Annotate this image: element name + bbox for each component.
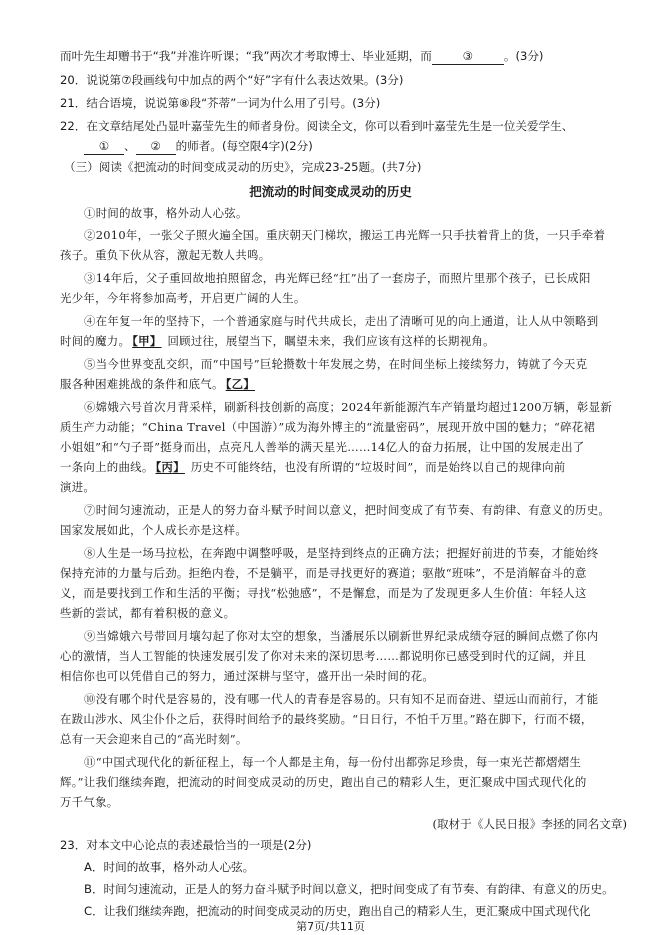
blank-2[interactable]: ② <box>136 138 176 155</box>
paragraph-7-line2: 国家发展如此，个人成长亦是这样。 <box>60 523 248 537</box>
paragraph-10-line3: 总有一天会迎来自己的“高光时刻”。 <box>60 732 248 746</box>
paragraph-8-line3: 义，而是要找到工作和生活的平衡；寻找“松弛感”，不是懈怠，而是为了发现更多人生价值：年轻人这 <box>60 586 587 600</box>
paragraph-3-line1: ③14年后，父子重回故地拍照留念，冉光辉已经“扛”出了一套房子，而照片里那个孩子，已长成阳 <box>84 271 591 285</box>
paragraph-11-line1: ⑪“中国式现代化的新征程上，每一个人都是主角，每一份付出都弥足珍贵，每一束光芒都熠熠生 <box>84 755 582 769</box>
previous-answer-text: 而叶先生却赠书于“我”并准许听课；“我”两次才考取博士、毕业延期，而 <box>60 49 432 63</box>
paragraph-2-line1: ②2010年，一张父子照火遍全国。重庆朝天门梯坎，搬运工冉光辉一只手扶着背上的货，一只手牵着 <box>84 228 606 242</box>
paragraph-8-line1: ⑧人生是一场马拉松，在奔跑中调整呼吸，是坚持到终点的正确方法；把握好前进的节奏，才能始终 <box>84 546 599 560</box>
marker-yi: 【乙】 <box>225 377 256 391</box>
paragraph-9-line2: 心的激情，当人工智能的快速发展引发了你对未来的深切思考……都说明你已感受到时代的辽阔，并且 <box>60 649 587 663</box>
separator: 、 <box>124 139 136 153</box>
p6-text-a: 一条向上的曲线。 <box>60 460 154 474</box>
paragraph-5-line1: ⑤当今世界变乱交织，而“中国号”巨轮攒数十年发展之势，在时间坐标上接续努力，铸就了今天克 <box>84 357 588 371</box>
question-22-end: 的师者。(每空限4字)(2分) <box>175 139 313 153</box>
paragraph-9-line3: 相信你也可以凭借自己的努力，通过深耕与坚守，盛开出一朵时间的花。 <box>60 669 435 683</box>
score-note: 。(3分) <box>503 49 544 63</box>
question-23-option-a[interactable]: A．时间的故事，格外动人心弦。 <box>84 860 255 874</box>
article-source: (取材于《人民日报》李拯的同名文章) <box>432 817 627 831</box>
paragraph-2-line2: 孩子。重负下伙从容，激起无数人共鸣。 <box>60 248 271 262</box>
p4-text-b: 回顾过往，展望当下，瞩望未来，我们应该有这样的长期视角。 <box>167 334 495 348</box>
paragraph-4-line1: ④在年复一年的坚持下，一个普通家庭与时代共成长，走出了清晰可见的向上通道，让人从中领略到 <box>84 314 599 328</box>
p5-text-a: 服各种困难挑战的条件和底气。 <box>60 377 224 391</box>
article-title: 把流动的时间变成灵动的历史 <box>249 184 412 199</box>
question-20: 20．说说第⑦段画线句中加点的两个“好”字有什么表达效果。(3分) <box>60 73 404 87</box>
paragraph-8-line2: 保持充沛的力量与后劲。拒绝内卷，不是躺平，而是寻找更好的赛道；驱散“班味”，不是消解奋斗的意 <box>60 566 587 580</box>
paragraph-7-line1: ⑦时间匀速流动，正是人的努力奋斗赋予时间以意义，把时间变成了有节奏、有韵律、有意义的历史。 <box>84 503 611 517</box>
blank-3[interactable]: ③ <box>432 48 504 65</box>
section-heading: （三）阅读《把流动的时间变成灵动的历史》，完成23-25题。(共7分) <box>64 160 422 174</box>
paragraph-1: ①时间的故事，格外动人心弦。 <box>84 206 248 220</box>
page-number: 第7页/共11页 <box>296 920 365 933</box>
question-23-option-c[interactable]: C．让我们继续奔跑，把流动的时间变成灵动的历史，跑出自己的精彩人生，更汇聚成中国式现代化 <box>84 904 591 918</box>
paragraph-11-line3: 万千气象。 <box>60 795 119 809</box>
question-23-option-b[interactable]: B．时间匀速流动，正是人的努力奋斗赋予时间以意义，把时间变成了有节奏、有韵律、有意义的历史。 <box>84 882 614 896</box>
paragraph-6-line1: ⑥嫦娥六号首次月背采样，刷新科技创新的高度；2024年新能源汽车产销量均超过1200万辆，彰显新 <box>84 400 613 414</box>
marker-jia: 【甲】 <box>132 334 162 348</box>
marker-bing: 【丙】 <box>155 460 185 474</box>
paragraph-3-line2: 光少年，今年将参加高考，开启更广阔的人生。 <box>60 291 306 305</box>
question-21: 21．结合语境，说说第⑧段“芥蒂”一词为什么用了引号。(3分) <box>60 96 381 110</box>
blank-1[interactable]: ① <box>84 138 124 155</box>
paragraph-6-line5: 演进。 <box>60 480 96 494</box>
paragraph-10-line2: 在跋山涉水、风尘仆仆之后，获得时间给予的最终奖励。“日日行，不怕千万里。”路在脚下，行而不辍， <box>60 712 593 726</box>
p4-text-a: 时间的魔力。 <box>60 334 131 348</box>
paragraph-10-line1: ⑩没有哪个时代是容易的，没有哪一代人的青春是容易的。只有知不足而奋进、望远山而前行，才能 <box>84 692 599 706</box>
paragraph-6-line2: 质生产力动能；“China Travel（中国游）”成为海外博主的“流量密码”，展现开放中国的魅力；“碎花裙 <box>60 420 596 434</box>
paragraph-9-line1: ⑨当嫦娥六号带回月壤勾起了你对太空的想象，当潘展乐以刷新世界纪录成绩夺冠的瞬间点燃了你内 <box>84 629 599 643</box>
question-23-stem: 23．对本文中心论点的表述最恰当的一项是(2分) <box>60 838 312 852</box>
paragraph-8-line4: 些新的尝试，都有着积极的意义。 <box>60 606 236 620</box>
question-22-line1: 22．在文章结尾处凸显叶嘉莹先生的师者身份。阅读全文，你可以看到叶嘉莹先生是一位关爱学生、 <box>60 119 574 133</box>
paragraph-11-line2: 辉。”让我们继续奔跑，把流动的时间变成灵动的历史，跑出自己的精彩人生，更汇聚成中国式现代化的 <box>60 775 587 789</box>
paragraph-6-line3: 小姐姐”和“勺子哥”挺身而出，点亮凡人善举的满天星光……14亿人的奋力拓展，让中国的发展走出了 <box>60 440 585 454</box>
p6-text-b: 历史不可能终结，也没有所谓的“垃圾时间”，而是始终以自己的规律向前 <box>190 460 566 474</box>
